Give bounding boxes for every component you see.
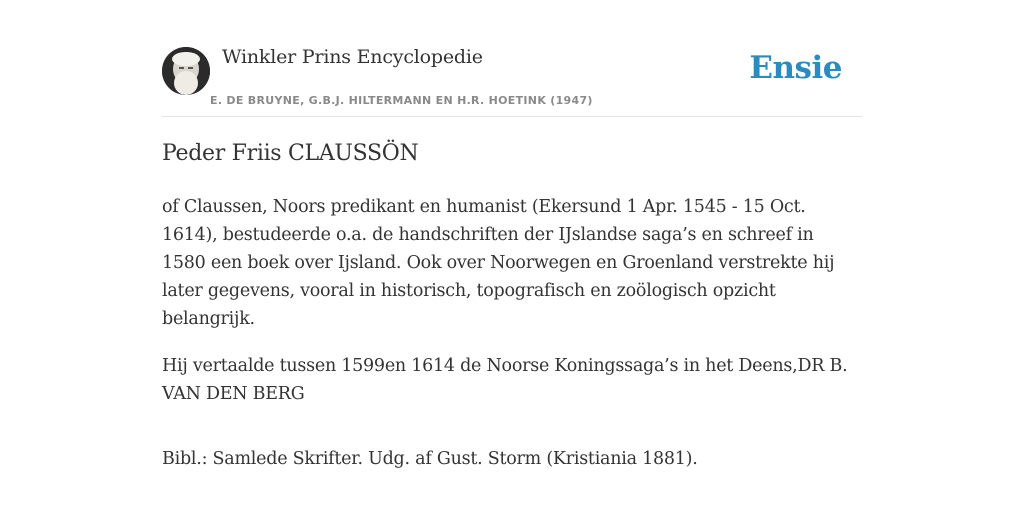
header xyxy=(162,44,862,117)
brand-logo[interactable]: Ensie xyxy=(749,50,842,86)
entry-title: Peder Friis CLAUSSÖN xyxy=(162,141,419,166)
entry-content xyxy=(162,138,862,492)
entry-paragraph: Hij vertaalde tussen 1599en 1614 de Noorse Koningssaga’s in het Deens,DR B. VAN DEN BERG xyxy=(162,356,848,404)
bibliography: Bibl.: Samlede Skrifter. Udg. af Gust. Storm (Kristiania 1881). xyxy=(162,449,698,469)
publication-title[interactable]: Winkler Prins Encyclopedie xyxy=(222,46,483,68)
authors-line: E. DE BRUYNE, G.B.J. HILTERMANN EN H.R. HOETINK (1947) xyxy=(210,94,593,107)
entry-paragraph: of Claussen, Noors predikant en humanist (Ekersund 1 Apr. 1545 - 15 Oct. 1614), bestudeerde o.a. de handschriften der IJslandse saga’s en schreef in 1580 een boek over Ijsland. Ook over Noorwegen en Groenland verstrekte hij later gegevens, vooral in historisch, topografisch en zoölogisch opzicht belangrijk. xyxy=(162,197,835,329)
author-portrait-icon xyxy=(162,47,210,95)
